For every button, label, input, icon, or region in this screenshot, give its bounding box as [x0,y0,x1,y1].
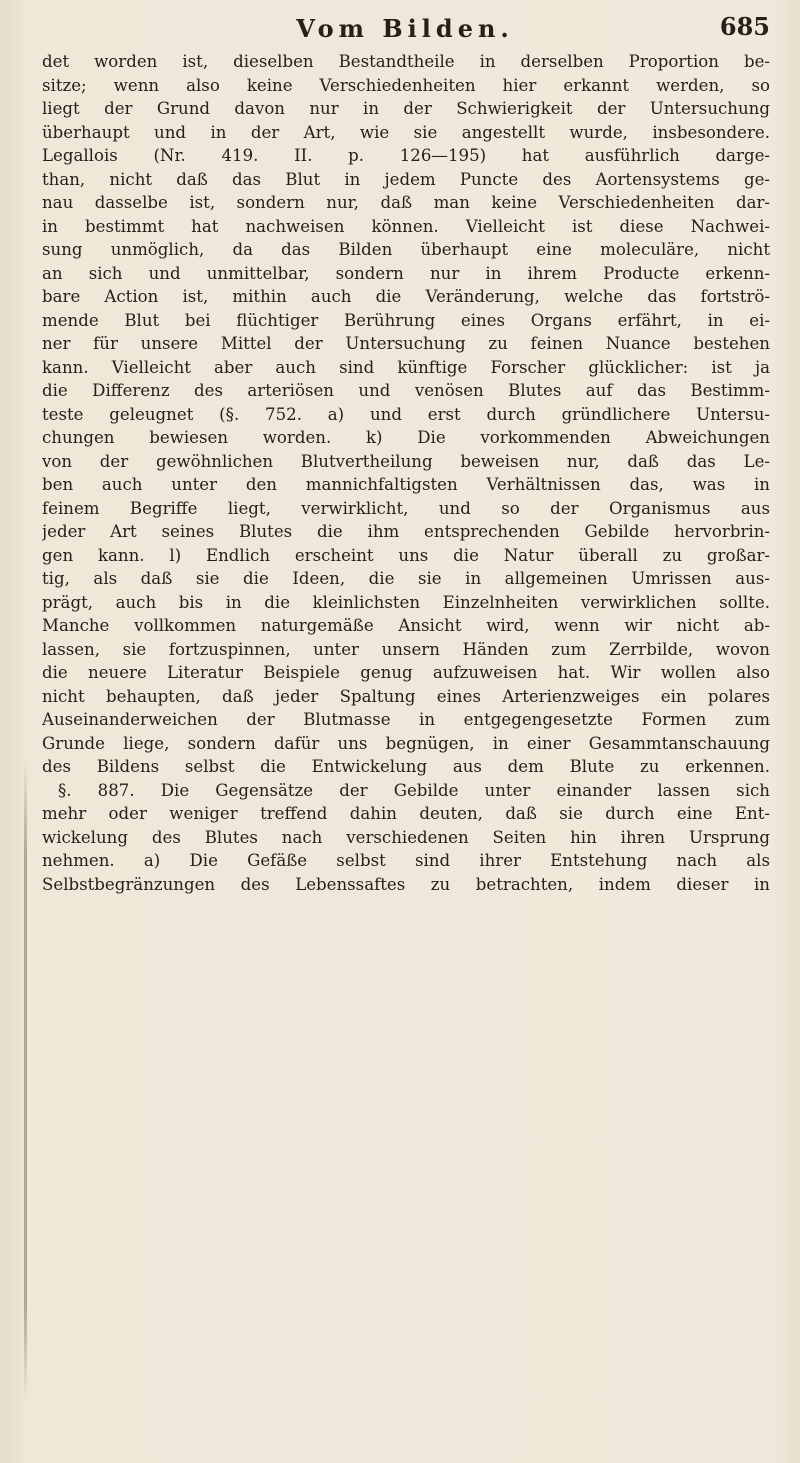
text-line: kann. Vielleicht aber auch sind künftige Forscher glücklicher: ist ja [42,357,770,377]
text-line: bare Action ist, mithin auch die Veränderung, welche das fortströ- [42,287,770,306]
text-line: die neuere Literatur Beispiele genug aufzuweisen hat. Wir wollen also [42,663,770,682]
text-line: tig, als daß sie die Ideen, die sie in allgemeinen Umrissen aus- [42,569,770,588]
text-line: ner für unsere Mittel der Untersuchung zu feinen Nuance bestehen [42,334,770,353]
text-line: wickelung des Blutes nach verschiedenen Seiten hin ihren Ursprung [42,827,770,847]
text-line: chungen bewiesen worden. k) Die vorkommenden Abweichungen [42,428,770,447]
text-line: gen kann. l) Endlich erscheint uns die Natur überall zu großar- [42,545,770,565]
text-line: an sich und unmittelbar, sondern nur in ihrem Producte erkenn- [42,263,770,283]
text-line: in bestimmt hat nachweisen können. Vielleicht ist diese Nachwei- [42,216,770,236]
text-line: von der gewöhnlichen Blutvertheilung beweisen nur, daß das Le- [42,451,770,471]
text-line: prägt, auch bis in die kleinlichsten Einzelnheiten verwirklichen sollte. [42,592,770,612]
text-line: Auseinanderweichen der Blutmasse in entgegengesetzte Formen zum [42,710,770,729]
gutter-shadow [24,760,27,1400]
text-line: des Bildens selbst die Entwickelung aus dem Blute zu erkennen. [42,757,770,776]
text-line: Legallois (Nr. 419. II. p. 126—195) hat ausführlich darge- [42,146,770,165]
text-line: nicht behaupten, daß jeder Spaltung eines Arterienzweiges ein polares [42,686,770,706]
body-text [42,50,770,896]
text-line: sitze; wenn also keine Verschiedenheiten hier erkannt werden, so [42,75,770,95]
text-line: nau dasselbe ist, sondern nur, daß man keine Verschiedenheiten dar- [42,193,770,212]
text-line: liegt der Grund davon nur in der Schwierigkeit der Untersuchung [42,99,770,118]
text-line: lassen, sie fortzuspinnen, unter unsern Händen zum Zerrbilde, wovon [42,639,770,659]
text-line: teste geleugnet (§. 752. a) und erst durch gründlichere Untersu- [42,404,770,424]
text-line: überhaupt und in der Art, wie sie angestellt wurde, insbesondere. [42,122,770,142]
text-line: mehr oder weniger treffend dahin deuten, daß sie durch eine Ent- [42,804,770,823]
text-line: mende Blut bei flüchtiger Berührung eines Organs erfährt, in ei- [42,310,770,330]
text-line: feinem Begriffe liegt, verwirklicht, und so der Organismus aus [42,498,770,518]
running-title: Vom Bilden. [296,14,514,43]
text-line: than, nicht daß das Blut in jedem Puncte des Aortensystems ge- [42,169,770,189]
page-header [40,10,770,50]
text-line: det worden ist, dieselben Bestandtheile in derselben Proportion be- [42,52,770,71]
text-line: Selbstbegränzungen des Lebenssaftes zu betrachten, indem dieser in [42,874,770,894]
text-line: nehmen. a) Die Gefäße selbst sind ihrer Entstehung nach als [42,851,770,870]
text-line: Grunde liege, sondern dafür uns begnügen, in einer Gesammtanschauung [42,733,770,753]
text-line: jeder Art seines Blutes die ihm entsprechenden Gebilde hervorbrin- [42,522,770,541]
page-number: 685 [719,12,770,41]
text-line: sung unmöglich, da das Bilden überhaupt eine moleculäre, nicht [42,240,770,259]
text-line: ben auch unter den mannichfaltigsten Verhältnissen das, was in [42,475,770,494]
text-line: die Differenz des arteriösen und venösen Blutes auf das Bestimm- [42,381,770,400]
text-line: §. 887. Die Gegensätze der Gebilde unter einander lassen sich [58,780,770,800]
text-line: Manche vollkommen naturgemäße Ansicht wird, wenn wir nicht ab- [42,616,770,635]
